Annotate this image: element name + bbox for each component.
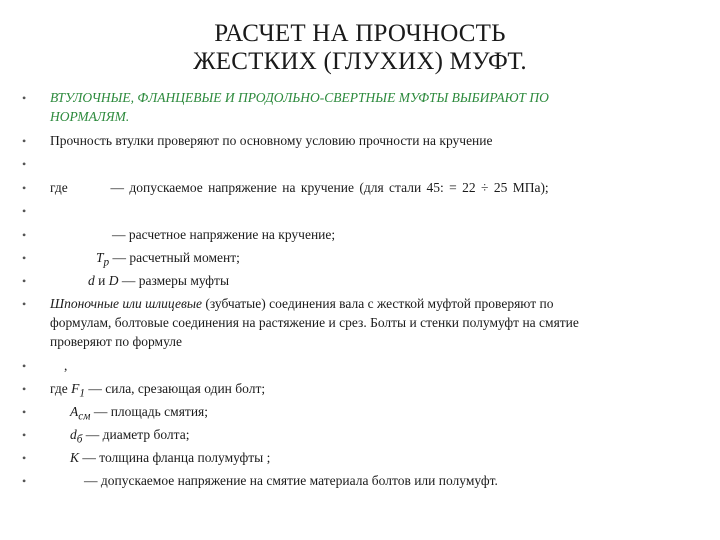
symbol: d [88,273,95,288]
item-text [70,425,720,450]
item-rest: — расчетный момент; [109,250,240,265]
symbol: K [70,450,80,465]
heading-line-1: ВТУЛОЧНЫЕ, ФЛАНЦЕВЫЕ И ПРОДОЛЬНО-СВЕРТНЫЕ МУФТЫ ВЫБИРАЮТ ПО [50,90,549,105]
item-rest: (зубчатые) соединения вала с жесткой муфтой проверяют по [202,296,554,311]
item-text-line-2: формулам, болтовые соединения на растяжение и срез. Болты и стенки полумуфт на смятие [50,315,579,330]
item-text [50,294,700,314]
bullet-marker: • [22,91,27,105]
symbol: d [70,427,77,442]
item-mid: и [94,273,109,288]
item-rest: — площадь смятия; [90,404,209,419]
bullet-marker: • [22,181,27,195]
symbol-subscript: p [103,256,110,269]
symbol: F [71,381,80,396]
item-text: Прочность втулки проверяют по основному условию прочности на кручение [50,133,493,148]
bullet-marker: • [22,405,27,419]
item-rest: — сила, срезающая один болт; [84,381,266,396]
symbol-subscript: б [76,433,83,446]
item-text [70,402,720,427]
bullet-marker: • [22,157,27,171]
heading-line-2: НОРМАЛЯМ. [50,109,130,124]
bullet-marker: • [22,474,27,488]
item-rest: — размеры муфты [118,273,230,288]
symbol-subscript: 1 [79,387,85,400]
item-text [96,248,720,273]
bullet-marker: • [22,204,27,218]
item-lead: Шпоночные или шлицевые [50,296,202,311]
title-line-1: РАСЧЕТ НА ПРОЧНОСТЬ [214,20,506,47]
symbol: A [70,404,79,419]
item-rest: — толщина фланца полумуфты ; [79,450,271,465]
bullet-marker: • [22,382,27,396]
item-text: — расчетное напряжение на кручение; [112,227,336,242]
item-text [50,379,700,404]
item-text-line-3: проверяют по формуле [50,334,182,349]
symbol: D [108,273,119,288]
symbol-subscript: см [78,410,91,423]
bullet-marker: • [22,428,27,442]
symbol: T [96,250,104,265]
bullet-marker: • [22,251,27,265]
item-text [88,271,720,291]
where-word: где [50,180,68,195]
bullet-marker: • [22,297,27,311]
item-rest: — допускаемое напряжение на кручение (для стали 45: = 22 ÷ 25 МПа); [110,180,549,195]
bullet-marker: • [22,134,27,148]
bullet-marker: • [22,359,27,373]
bullet-marker: • [22,228,27,242]
item-text [50,178,700,198]
item-text [70,448,720,468]
item-text: , [64,358,68,373]
item-text: — допускаемое напряжение на смятие материала болтов или полумуфт. [84,473,498,488]
where-word: где [50,381,72,396]
bullet-marker: • [22,451,27,465]
item-rest: — диаметр болта; [82,427,190,442]
title-line-2: ЖЕСТКИХ (ГЛУХИХ) МУФТ. [193,48,527,75]
bullet-marker: • [22,274,27,288]
